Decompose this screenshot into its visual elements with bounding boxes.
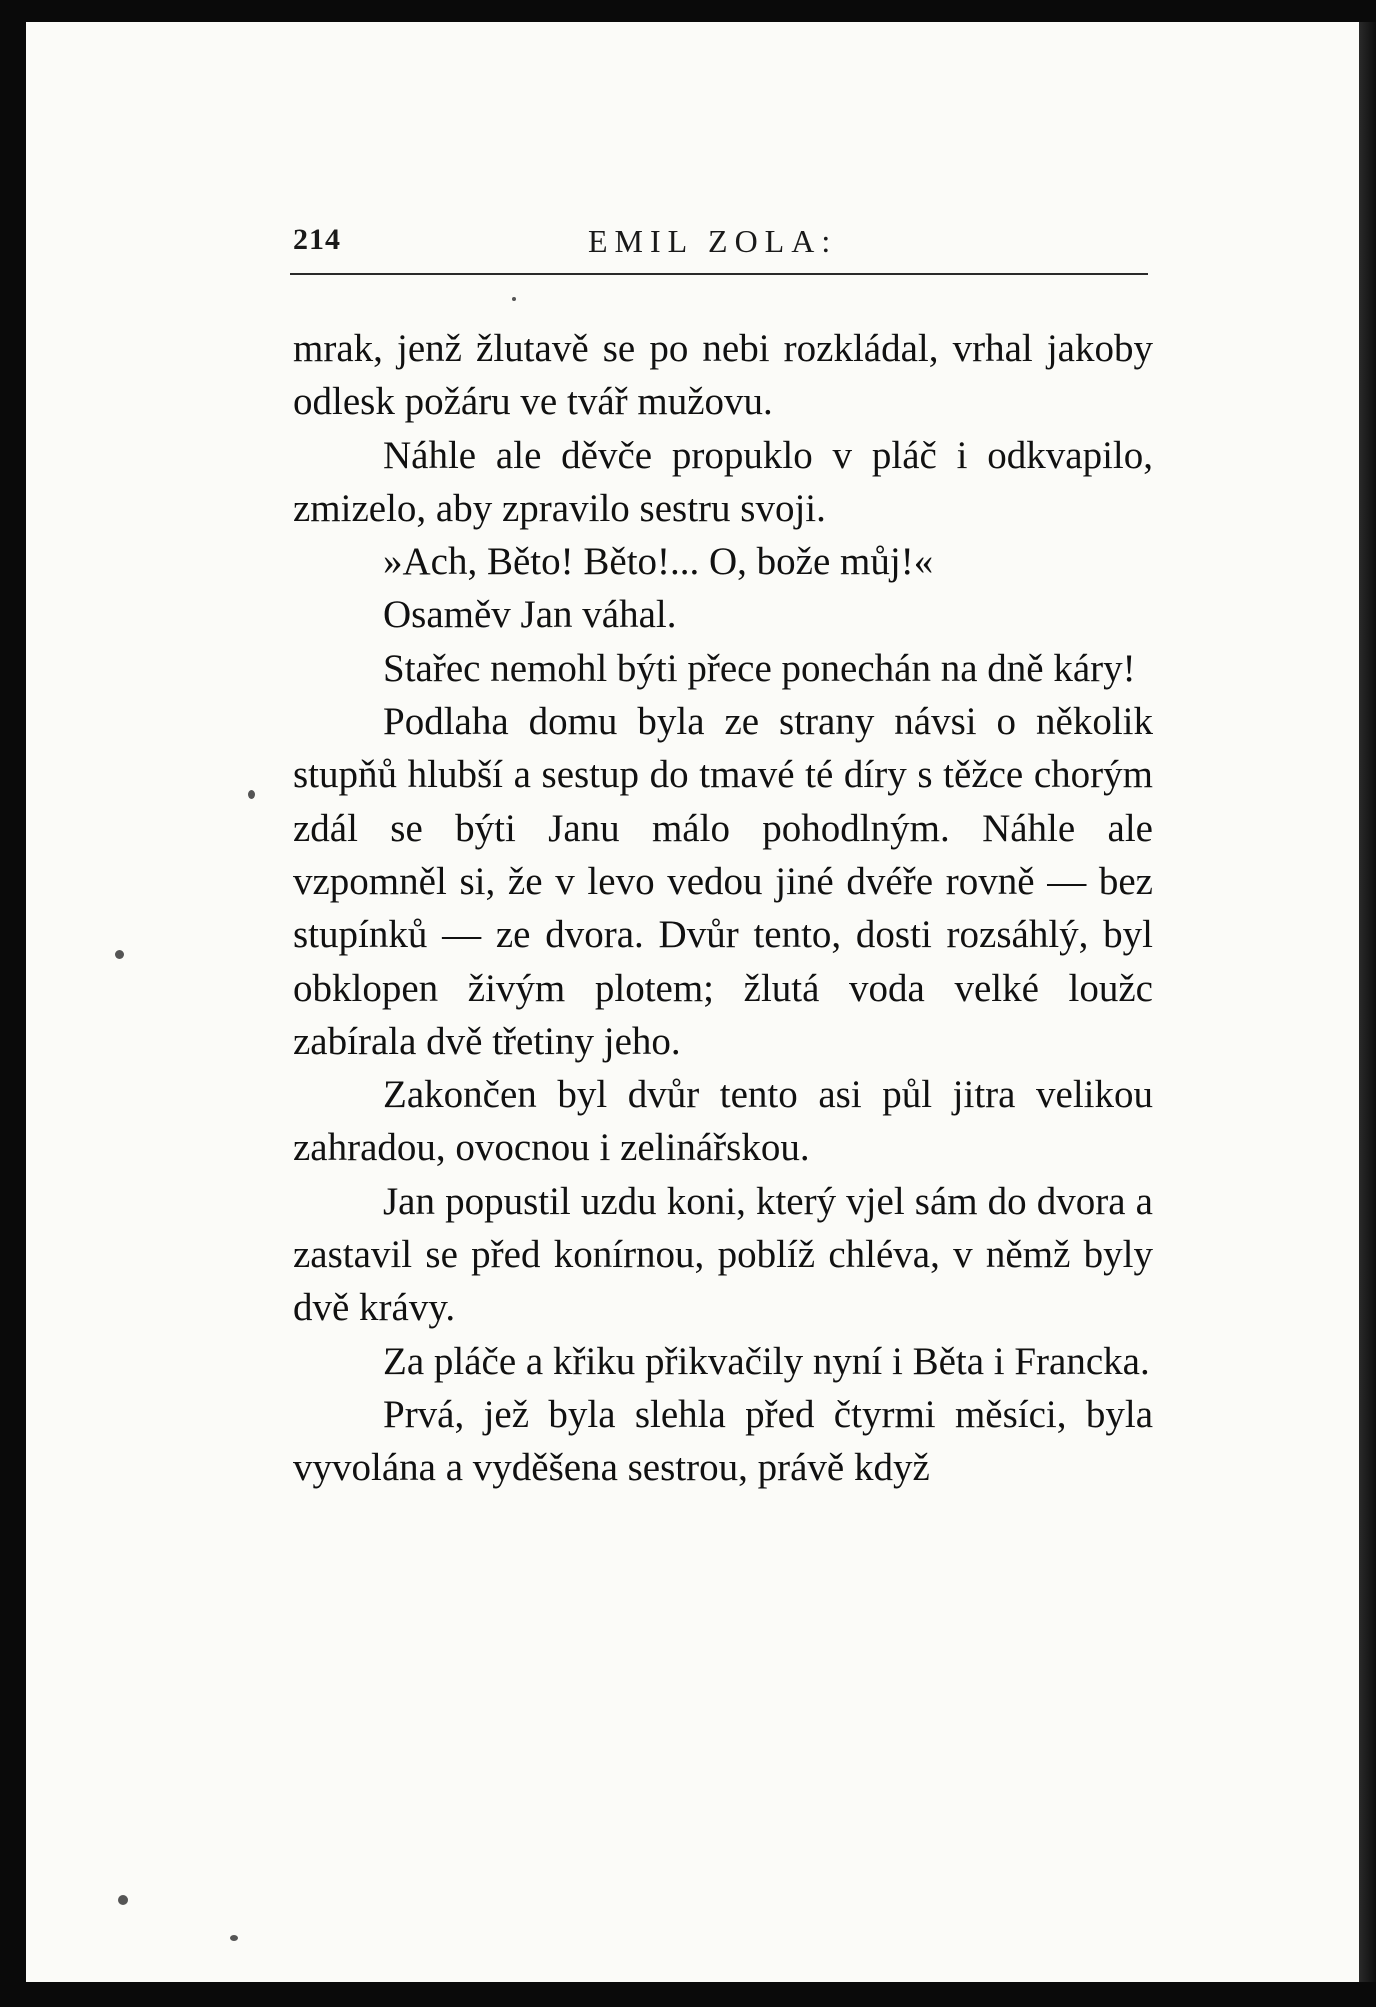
page-number: 214 [293,223,341,256]
paragraph: Jan popustil uzdu koni, který vjel sám do dvora a zastavil se před konírnou, poblíž chléva, v němž byly dvě krávy. [293,1179,1153,1330]
paragraph: Za pláče a křiku přikvačily nyní i Běta i Francka. [383,1339,1150,1383]
page-edge [1359,22,1376,1982]
scan-speck [230,1935,238,1941]
header-rule [290,273,1148,275]
running-head: EMIL ZOLA: [588,223,838,259]
paragraph: Náhle ale děvče propuklo v pláč i odkvapilo, zmizelo, aby zpravilo sestru svoji. [293,433,1153,530]
paragraph: Osaměv Jan váhal. [383,593,677,637]
scan-speck [118,1895,128,1905]
scan-speck [512,297,516,301]
scan-speck [248,790,255,799]
paragraph: Podlaha domu byla ze strany návsi o několik stupňů hlubší a sestup do tmavé té díry s těžce chorým zdál se býti Janu málo pohodlným. Náhle ale vzpomněl si, že v levo vedou jiné dvéře rovně — bez stupínků — ze dvora. Dvůr tento, dosti rozsáhlý, byl obklopen živým plotem; žlutá voda velké loužc zabírala dvě třetiny jeho. [293,700,1153,1063]
paragraph: Zakončen byl dvůr tento asi půl jitra velikou zahradou, ovocnou i zelinářskou. [293,1073,1153,1170]
paragraph: »Ach, Běto! Běto!... O, bože můj!« [383,540,934,584]
paragraph: mrak, jenž žlutavě se po nebi rozkládal, vrhal jakoby odlesk požáru ve tvář mužovu. [293,327,1153,424]
body-text [293,322,1153,1495]
page-header [293,223,1148,263]
paragraph: Stařec nemohl býti přece ponechán na dně káry! [383,646,1136,690]
paragraph: Prvá, jež byla slehla před čtyrmi měsíci, byla vyvolána a vyděšena sestrou, právě když [293,1392,1153,1490]
scan-speck [115,950,124,959]
